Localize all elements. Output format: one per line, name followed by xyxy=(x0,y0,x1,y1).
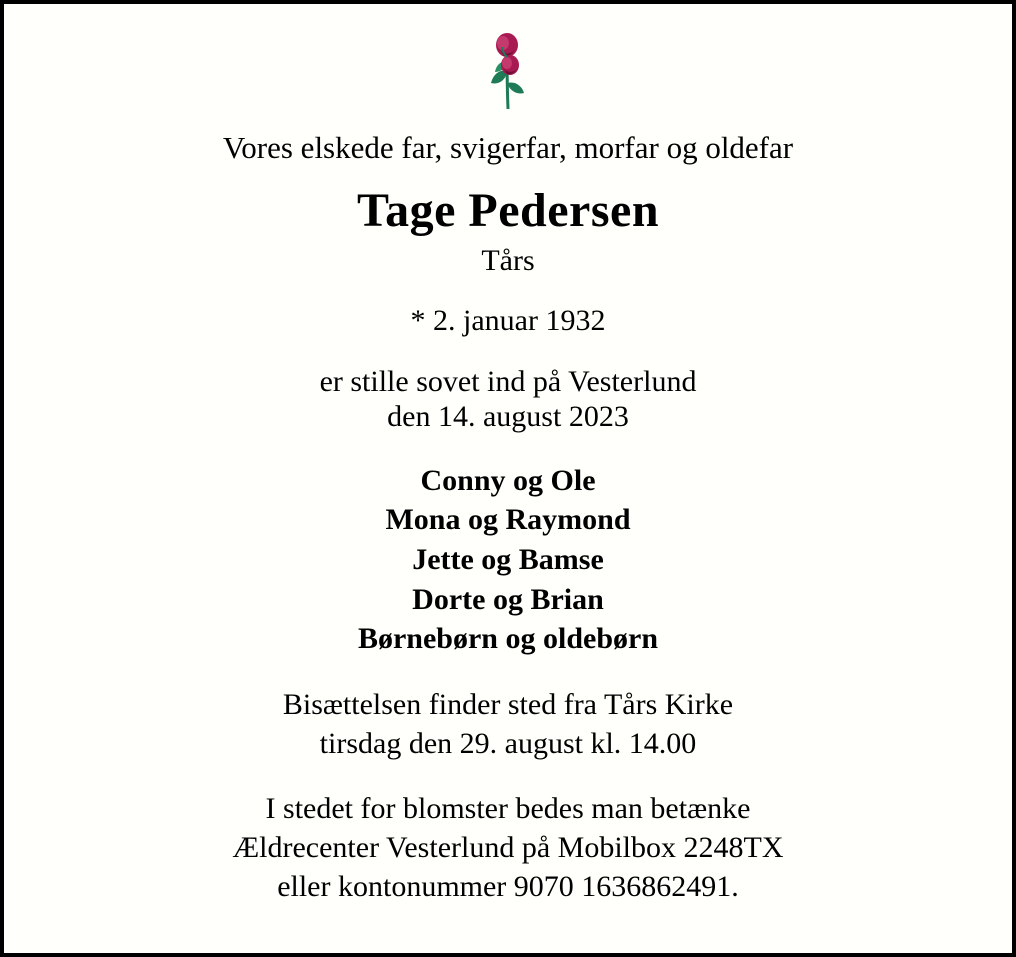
rose-flower-icon xyxy=(477,31,539,111)
donation-line: Ældrecenter Vesterlund på Mobilbox 2248TX xyxy=(232,830,784,864)
survivor-line: Mona og Raymond xyxy=(385,503,631,537)
funeral-line: tirsdag den 29. august kl. 14.00 xyxy=(319,726,697,760)
donation-line: I stedet for blomster bedes man betænke xyxy=(265,791,751,825)
survivor-line: Dorte og Brian xyxy=(412,582,604,616)
death-statement-line: den 14. august 2023 xyxy=(387,400,629,434)
funeral-line: Bisættelsen finder sted fra Tårs Kirke xyxy=(282,687,734,721)
survivor-line: Conny og Ole xyxy=(420,463,596,497)
death-statement xyxy=(320,364,697,435)
deceased-name: Tage Pedersen xyxy=(356,183,660,237)
survivor-line: Jette og Bamse xyxy=(412,542,604,576)
deceased-place: Tårs xyxy=(481,244,535,278)
intro-text: Vores elskede far, svigerfar, morfar og oldefar xyxy=(222,130,794,165)
death-statement-line: er stille sovet ind på Vesterlund xyxy=(319,364,697,398)
donation-line: eller kontonummer 9070 1636862491. xyxy=(277,869,739,903)
funeral-details xyxy=(283,685,733,763)
donation-request xyxy=(232,789,783,906)
survivor-line: Børnebørn og oldebørn xyxy=(357,622,659,656)
survivors-list xyxy=(358,461,658,659)
rose-icon-container xyxy=(477,30,539,112)
birth-date: * 2. januar 1932 xyxy=(410,303,606,337)
